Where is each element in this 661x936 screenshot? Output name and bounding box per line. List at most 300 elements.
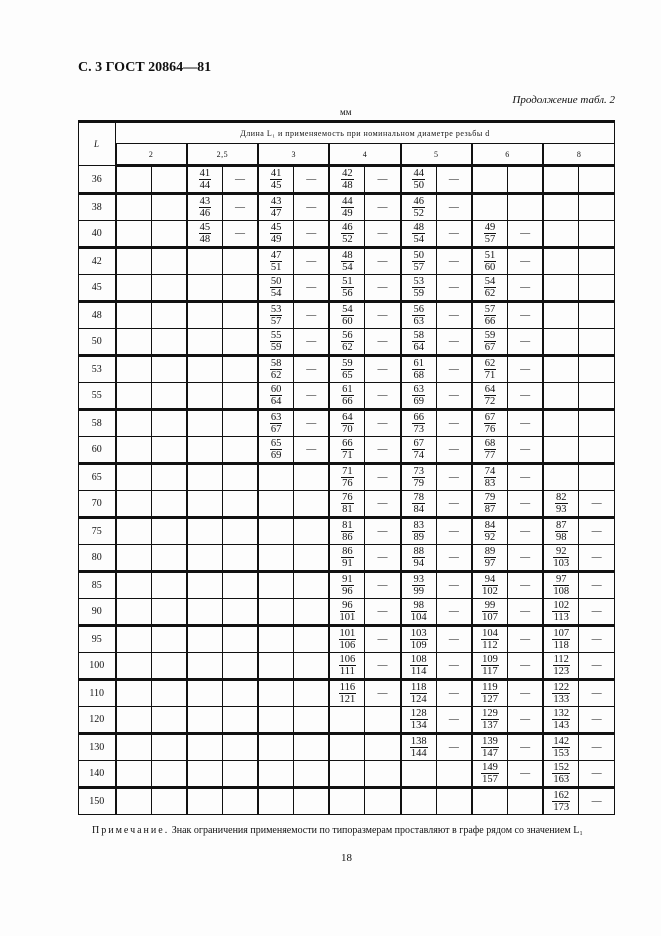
fraction bbox=[484, 546, 497, 569]
cell-L1 bbox=[329, 572, 365, 599]
cell-applicability bbox=[579, 302, 615, 329]
fraction bbox=[270, 196, 283, 219]
fraction-numerator: 99 bbox=[482, 600, 498, 612]
fraction-numerator: 119 bbox=[482, 682, 498, 693]
cell-L1 bbox=[472, 707, 508, 734]
cell-L1 bbox=[543, 626, 579, 653]
cell-L1 bbox=[329, 599, 365, 626]
fraction bbox=[484, 384, 497, 407]
cell-L: 120 bbox=[79, 707, 116, 734]
cell-L1 bbox=[258, 464, 294, 491]
cell-L1 bbox=[116, 410, 152, 437]
cell-applicability: — bbox=[508, 626, 544, 653]
cell-L1 bbox=[472, 545, 508, 572]
fraction-numerator: 50 bbox=[413, 250, 424, 261]
cell-applicability: — bbox=[579, 599, 615, 626]
cell-L1 bbox=[187, 410, 223, 437]
cell-L1 bbox=[187, 734, 223, 761]
fraction bbox=[481, 708, 499, 731]
cell-L1 bbox=[401, 194, 437, 221]
cell-L1 bbox=[187, 248, 223, 275]
cell-applicability: — bbox=[579, 788, 615, 815]
group-header: Длина L₁ и применяемость при номинальном диаметре резьбы d bbox=[116, 122, 615, 144]
cell-L1 bbox=[401, 329, 437, 356]
fraction bbox=[270, 438, 283, 461]
table-row bbox=[79, 680, 615, 707]
fraction-denominator: 104 bbox=[410, 612, 427, 623]
cell-L1 bbox=[187, 275, 223, 302]
fraction bbox=[482, 574, 498, 597]
fraction bbox=[412, 304, 425, 327]
cell-L1 bbox=[116, 464, 152, 491]
table-row bbox=[79, 302, 615, 329]
fraction bbox=[412, 438, 425, 461]
cell-L1 bbox=[187, 518, 223, 545]
cell-L1 bbox=[258, 518, 294, 545]
fraction bbox=[412, 546, 425, 569]
fraction-numerator: 66 bbox=[413, 412, 424, 423]
fraction-denominator: 64 bbox=[413, 342, 424, 353]
fraction-numerator: 81 bbox=[342, 520, 353, 531]
cell-applicability bbox=[222, 410, 258, 437]
cell-applicability bbox=[151, 572, 187, 599]
fraction bbox=[484, 276, 497, 299]
fraction bbox=[552, 790, 570, 813]
cell-applicability bbox=[579, 356, 615, 383]
cell-applicability: — bbox=[365, 680, 401, 707]
fraction-numerator: 84 bbox=[484, 520, 496, 531]
cell-L1 bbox=[543, 248, 579, 275]
cell-applicability: — bbox=[508, 599, 544, 626]
fraction-denominator: 124 bbox=[410, 694, 427, 705]
cell-applicability: — bbox=[579, 761, 615, 788]
fraction-numerator: 56 bbox=[413, 304, 424, 315]
fraction bbox=[555, 492, 568, 515]
cell-L: 60 bbox=[79, 437, 116, 464]
fraction-numerator: 88 bbox=[413, 546, 424, 557]
fraction bbox=[341, 304, 354, 327]
cell-applicability: — bbox=[508, 761, 544, 788]
fraction bbox=[481, 736, 499, 759]
cell-L1 bbox=[258, 410, 294, 437]
cell-L1 bbox=[116, 383, 152, 410]
cell-L1 bbox=[116, 166, 152, 194]
fraction-numerator: 68 bbox=[484, 438, 496, 449]
table-row bbox=[79, 572, 615, 599]
cell-L1 bbox=[472, 653, 508, 680]
fraction-denominator: 143 bbox=[553, 720, 570, 731]
cell-applicability bbox=[294, 788, 330, 815]
fraction-numerator: 112 bbox=[553, 654, 569, 665]
cell-L1 bbox=[401, 383, 437, 410]
cell-applicability: — bbox=[436, 302, 472, 329]
cell-L1 bbox=[472, 464, 508, 491]
cell-applicability: — bbox=[508, 275, 544, 302]
fraction bbox=[484, 222, 497, 245]
cell-applicability bbox=[222, 329, 258, 356]
cell-applicability: — bbox=[436, 653, 472, 680]
fraction-denominator: 101 bbox=[339, 612, 356, 623]
fraction-denominator: 67 bbox=[270, 424, 282, 435]
fraction-denominator: 74 bbox=[413, 450, 424, 461]
cell-applicability: — bbox=[365, 383, 401, 410]
cell-L1 bbox=[401, 734, 437, 761]
cell-applicability: — bbox=[508, 680, 544, 707]
fraction bbox=[412, 250, 425, 273]
cell-applicability: — bbox=[436, 734, 472, 761]
fraction-numerator: 56 bbox=[342, 330, 353, 341]
fraction-numerator: 149 bbox=[482, 762, 498, 773]
cell-applicability: — bbox=[436, 545, 472, 572]
fraction-numerator: 109 bbox=[482, 654, 498, 665]
fraction-numerator: 61 bbox=[413, 358, 424, 369]
cell-L1 bbox=[472, 302, 508, 329]
cell-applicability bbox=[222, 275, 258, 302]
fraction-numerator: 46 bbox=[342, 222, 353, 233]
cell-L1 bbox=[258, 437, 294, 464]
cell-L1 bbox=[258, 194, 294, 221]
cell-applicability bbox=[222, 302, 258, 329]
cell-applicability: — bbox=[222, 221, 258, 248]
fraction bbox=[410, 682, 427, 705]
cell-L: 40 bbox=[79, 221, 116, 248]
cell-L1 bbox=[116, 302, 152, 329]
fraction-denominator: 96 bbox=[342, 586, 353, 597]
cell-L1 bbox=[543, 653, 579, 680]
fraction-denominator: 72 bbox=[484, 396, 496, 407]
fraction-numerator: 48 bbox=[413, 222, 424, 233]
fraction bbox=[270, 358, 283, 381]
cell-applicability bbox=[151, 383, 187, 410]
cell-applicability bbox=[222, 734, 258, 761]
fraction-denominator: 63 bbox=[413, 316, 424, 327]
fraction-denominator: 94 bbox=[413, 558, 424, 569]
cell-L1 bbox=[329, 518, 365, 545]
cell-applicability: — bbox=[579, 626, 615, 653]
fraction-numerator: 101 bbox=[339, 628, 356, 639]
cell-applicability bbox=[222, 707, 258, 734]
fraction-numerator: 60 bbox=[270, 384, 282, 395]
fraction-numerator: 162 bbox=[553, 790, 570, 801]
cell-L1 bbox=[401, 248, 437, 275]
cell-L1 bbox=[329, 329, 365, 356]
fraction bbox=[270, 250, 283, 273]
fraction-denominator: 98 bbox=[556, 532, 567, 543]
fraction bbox=[270, 276, 283, 299]
cell-applicability bbox=[508, 166, 544, 194]
diameter-header: 4 bbox=[329, 144, 400, 166]
fraction-numerator: 86 bbox=[342, 546, 353, 557]
cell-applicability bbox=[222, 788, 258, 815]
cell-L1 bbox=[329, 653, 365, 680]
cell-L1 bbox=[401, 788, 437, 815]
cell-L1 bbox=[401, 680, 437, 707]
cell-L1 bbox=[187, 572, 223, 599]
cell-L1 bbox=[543, 166, 579, 194]
cell-L1 bbox=[543, 302, 579, 329]
cell-applicability bbox=[222, 464, 258, 491]
cell-applicability: — bbox=[436, 221, 472, 248]
cell-L1 bbox=[543, 788, 579, 815]
fraction-denominator: 91 bbox=[342, 558, 353, 569]
cell-applicability: — bbox=[508, 707, 544, 734]
cell-applicability: — bbox=[508, 302, 544, 329]
fraction-numerator: 66 bbox=[342, 438, 353, 449]
cell-applicability: — bbox=[436, 707, 472, 734]
fraction-numerator: 98 bbox=[411, 600, 427, 612]
fraction bbox=[552, 628, 570, 651]
table-row bbox=[79, 734, 615, 761]
table-note bbox=[78, 823, 615, 838]
cell-L1 bbox=[187, 356, 223, 383]
cell-applicability: — bbox=[436, 464, 472, 491]
table-row bbox=[79, 761, 615, 788]
cell-L1 bbox=[543, 410, 579, 437]
cell-applicability: — bbox=[436, 680, 472, 707]
cell-applicability: — bbox=[508, 653, 544, 680]
fraction-numerator: 139 bbox=[482, 736, 498, 747]
cell-L1 bbox=[116, 626, 152, 653]
fraction-numerator: 53 bbox=[270, 304, 282, 315]
fraction-numerator: 54 bbox=[484, 276, 496, 287]
cell-L1 bbox=[258, 734, 294, 761]
cell-L: 130 bbox=[79, 734, 116, 761]
fraction-numerator: 59 bbox=[342, 358, 353, 369]
fraction-numerator: 67 bbox=[484, 412, 496, 423]
cell-applicability bbox=[579, 221, 615, 248]
cell-L1 bbox=[543, 275, 579, 302]
fraction-denominator: 76 bbox=[342, 478, 353, 489]
fraction-denominator: 71 bbox=[484, 370, 496, 381]
fraction-numerator: 58 bbox=[413, 330, 424, 341]
cell-applicability bbox=[151, 626, 187, 653]
cell-L1 bbox=[116, 437, 152, 464]
fraction-numerator: 132 bbox=[553, 708, 570, 719]
fraction-numerator: 87 bbox=[556, 520, 567, 531]
fraction-numerator: 50 bbox=[270, 276, 282, 287]
cell-applicability bbox=[151, 680, 187, 707]
cell-applicability bbox=[151, 302, 187, 329]
fraction-denominator: 69 bbox=[270, 450, 282, 461]
fraction-denominator: 163 bbox=[553, 774, 570, 785]
fraction bbox=[552, 736, 570, 759]
fraction bbox=[341, 492, 354, 515]
cell-L1 bbox=[329, 437, 365, 464]
cell-L1 bbox=[543, 194, 579, 221]
fraction-denominator: 60 bbox=[484, 262, 496, 273]
cell-L: 55 bbox=[79, 383, 116, 410]
fraction bbox=[484, 492, 497, 515]
cell-L1 bbox=[401, 599, 437, 626]
cell-applicability bbox=[294, 761, 330, 788]
cell-L1 bbox=[258, 221, 294, 248]
table-row bbox=[79, 275, 615, 302]
note-label: Примечание. bbox=[92, 825, 170, 836]
fraction-denominator: 50 bbox=[413, 180, 424, 191]
fraction bbox=[412, 358, 425, 381]
cell-L: 70 bbox=[79, 491, 116, 518]
cell-applicability: — bbox=[579, 491, 615, 518]
fraction-numerator: 41 bbox=[270, 168, 282, 179]
cell-applicability bbox=[508, 194, 544, 221]
cell-L1 bbox=[258, 166, 294, 194]
fraction-numerator: 83 bbox=[413, 520, 424, 531]
table-row bbox=[79, 491, 615, 518]
cell-L1 bbox=[543, 680, 579, 707]
diameter-header: 3 bbox=[258, 144, 329, 166]
cell-applicability: — bbox=[436, 194, 472, 221]
fraction bbox=[412, 412, 425, 435]
fraction bbox=[410, 628, 428, 651]
cell-applicability bbox=[222, 518, 258, 545]
fraction-numerator: 53 bbox=[413, 276, 424, 287]
fraction bbox=[341, 168, 354, 191]
cell-applicability bbox=[294, 464, 330, 491]
fraction-numerator: 79 bbox=[484, 492, 496, 503]
cell-L1 bbox=[187, 194, 223, 221]
cell-L1 bbox=[329, 464, 365, 491]
diameter-header-row bbox=[79, 144, 615, 166]
fraction bbox=[412, 196, 425, 219]
cell-applicability: — bbox=[365, 166, 401, 194]
cell-applicability bbox=[294, 707, 330, 734]
cell-L1 bbox=[258, 599, 294, 626]
cell-L1 bbox=[116, 491, 152, 518]
table-row bbox=[79, 410, 615, 437]
cell-L1 bbox=[472, 599, 508, 626]
fraction-numerator: 92 bbox=[553, 546, 569, 558]
page-number: 18 bbox=[341, 852, 352, 864]
fraction-numerator: 55 bbox=[270, 330, 282, 341]
cell-applicability: — bbox=[294, 275, 330, 302]
fraction-denominator: 112 bbox=[482, 640, 498, 651]
cell-applicability bbox=[579, 383, 615, 410]
cell-L: 80 bbox=[79, 545, 116, 572]
cell-applicability: — bbox=[365, 518, 401, 545]
cell-L1 bbox=[329, 626, 365, 653]
cell-L1 bbox=[543, 761, 579, 788]
diameter-header: 2 bbox=[116, 144, 187, 166]
fraction-denominator: 68 bbox=[413, 370, 424, 381]
fraction-numerator: 152 bbox=[553, 762, 570, 773]
diameter-header: 8 bbox=[543, 144, 614, 166]
cell-applicability: — bbox=[508, 734, 544, 761]
cell-L1 bbox=[472, 518, 508, 545]
fraction-denominator: 157 bbox=[482, 774, 498, 785]
cell-applicability bbox=[151, 545, 187, 572]
fraction-denominator: 57 bbox=[413, 262, 424, 273]
fraction bbox=[339, 628, 357, 651]
cell-L1 bbox=[258, 491, 294, 518]
cell-applicability: — bbox=[508, 329, 544, 356]
fraction-denominator: 153 bbox=[553, 748, 570, 759]
cell-L: 100 bbox=[79, 653, 116, 680]
cell-applicability: — bbox=[294, 248, 330, 275]
cell-applicability bbox=[365, 788, 401, 815]
cell-applicability: — bbox=[508, 545, 544, 572]
cell-applicability bbox=[151, 194, 187, 221]
cell-applicability bbox=[151, 518, 187, 545]
cell-applicability bbox=[151, 599, 187, 626]
cell-L: 42 bbox=[79, 248, 116, 275]
cell-L1 bbox=[401, 275, 437, 302]
cell-L1 bbox=[187, 707, 223, 734]
diameter-header: 2,5 bbox=[187, 144, 258, 166]
fraction-numerator: 67 bbox=[413, 438, 424, 449]
cell-applicability: — bbox=[365, 545, 401, 572]
fraction-numerator: 46 bbox=[413, 196, 424, 207]
table-row bbox=[79, 248, 615, 275]
fraction-numerator: 82 bbox=[556, 492, 567, 503]
cell-L1 bbox=[116, 248, 152, 275]
cell-applicability bbox=[151, 221, 187, 248]
cell-L1 bbox=[258, 248, 294, 275]
fraction bbox=[199, 196, 212, 219]
fraction-numerator: 54 bbox=[342, 304, 353, 315]
fraction-numerator: 122 bbox=[553, 682, 570, 693]
cell-L1 bbox=[258, 545, 294, 572]
fraction bbox=[341, 384, 354, 407]
cell-applicability bbox=[151, 761, 187, 788]
fraction-denominator: 54 bbox=[270, 288, 282, 299]
cell-L: 45 bbox=[79, 275, 116, 302]
fraction-denominator: 106 bbox=[339, 640, 356, 651]
fraction bbox=[339, 682, 356, 705]
cell-L1 bbox=[187, 464, 223, 491]
cell-L1 bbox=[258, 653, 294, 680]
cell-applicability: — bbox=[294, 437, 330, 464]
cell-L1 bbox=[187, 680, 223, 707]
cell-L1 bbox=[116, 221, 152, 248]
cell-L1 bbox=[401, 166, 437, 194]
cell-L1 bbox=[472, 221, 508, 248]
fraction-numerator: 107 bbox=[553, 628, 570, 639]
fraction-numerator: 65 bbox=[270, 438, 282, 449]
cell-applicability: — bbox=[508, 383, 544, 410]
cell-applicability bbox=[151, 275, 187, 302]
fraction bbox=[481, 762, 499, 785]
cell-applicability bbox=[579, 410, 615, 437]
fraction bbox=[481, 682, 498, 705]
cell-L1 bbox=[543, 572, 579, 599]
fraction-denominator: 92 bbox=[484, 532, 496, 543]
cell-L1 bbox=[258, 761, 294, 788]
fraction-denominator: 45 bbox=[270, 180, 282, 191]
fraction-denominator: 99 bbox=[413, 586, 424, 597]
fraction bbox=[553, 546, 569, 569]
cell-applicability bbox=[222, 626, 258, 653]
cell-L1 bbox=[116, 599, 152, 626]
table-row bbox=[79, 329, 615, 356]
fraction-denominator: 111 bbox=[339, 666, 355, 677]
cell-L1 bbox=[187, 626, 223, 653]
cell-L1 bbox=[543, 734, 579, 761]
fraction bbox=[341, 412, 354, 435]
cell-L1 bbox=[258, 356, 294, 383]
cell-L1 bbox=[472, 491, 508, 518]
fraction-denominator: 48 bbox=[199, 234, 211, 245]
fraction-denominator: 57 bbox=[270, 316, 282, 327]
cell-applicability bbox=[294, 599, 330, 626]
fraction-numerator: 43 bbox=[199, 196, 211, 207]
cell-applicability: — bbox=[365, 194, 401, 221]
table-row bbox=[79, 356, 615, 383]
cell-L1 bbox=[258, 788, 294, 815]
fraction bbox=[341, 222, 354, 245]
fraction-numerator: 57 bbox=[484, 304, 496, 315]
fraction-numerator: 62 bbox=[484, 358, 496, 369]
cell-applicability bbox=[579, 166, 615, 194]
